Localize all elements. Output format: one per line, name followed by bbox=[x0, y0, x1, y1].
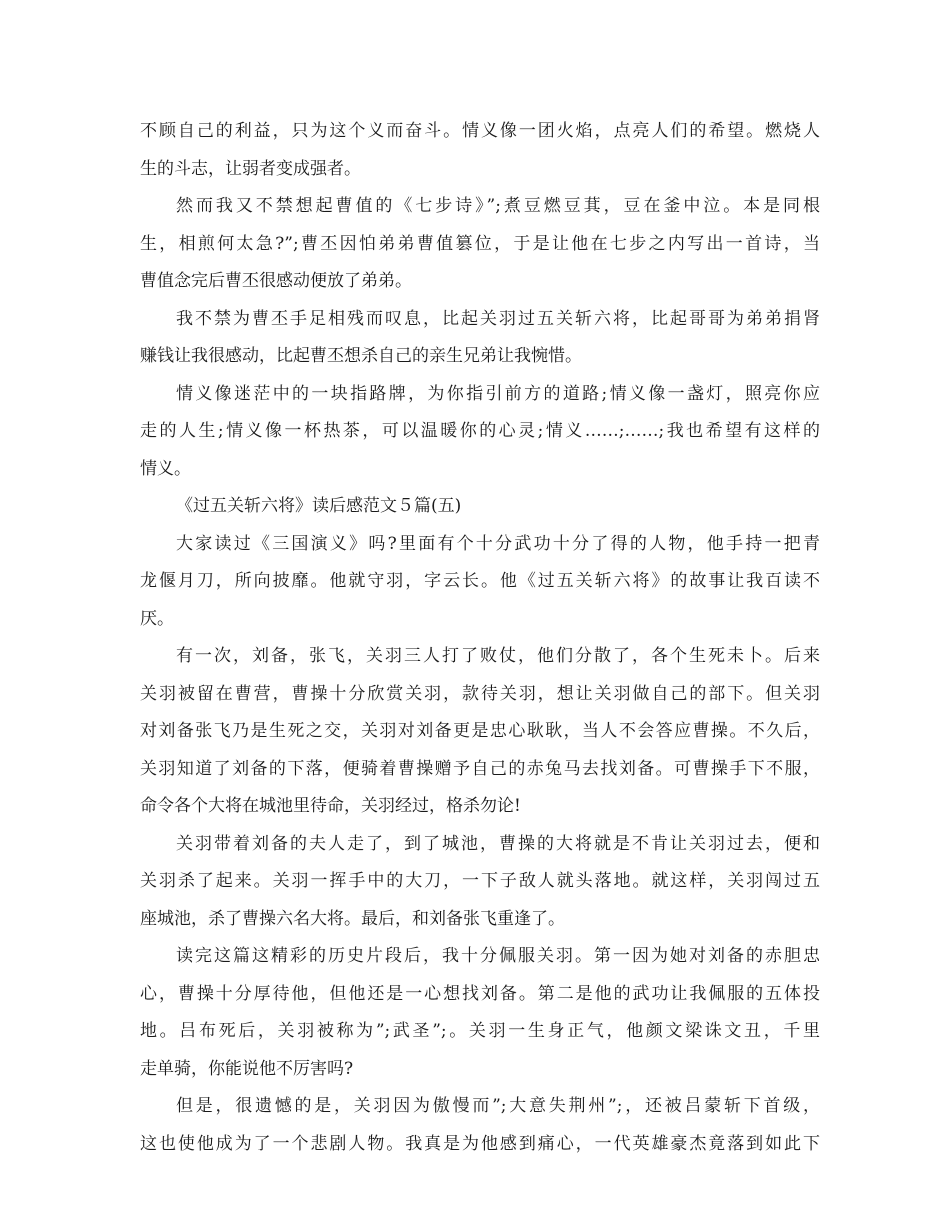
text-line: 这也使他成为了一个悲剧人物。我真是为他感到痛心，一代英雄豪杰竟落到如此下 bbox=[140, 1134, 820, 1154]
text-line: 走的人生;情义像一杯热茶，可以温暖你的心灵;情义……;……;我也希望有这样的 bbox=[140, 421, 820, 441]
text-line: 地。吕布死后，关羽被称为”;武圣”;。关羽一生身正气，他颜文梁诛文丑，千里 bbox=[140, 1021, 820, 1041]
text-line: 然而我又不禁想起曹值的《七步诗》”;煮豆燃豆萁，豆在釜中泣。本是同根 bbox=[176, 196, 820, 216]
text-line: 情义。 bbox=[140, 459, 191, 479]
text-line: 走单骑，你能说他不厉害吗? bbox=[140, 1059, 354, 1079]
text-line: 赚钱让我很感动，比起曹丕想杀自己的亲生兄弟让我惋惜。 bbox=[140, 346, 582, 366]
text-line: 情义像迷茫中的一块指路牌，为你指引前方的道路;情义像一盏灯，照亮你应 bbox=[176, 384, 820, 404]
text-line: 大家读过《三国演义》吗?里面有个十分武功十分了得的人物，他手持一把青 bbox=[176, 534, 820, 554]
text-line: 心，曹操十分厚待他，但他还是一心想找刘备。第二是他的武功让我佩服的五体投 bbox=[140, 984, 820, 1004]
text-line: 关羽杀了起来。关羽一挥手中的大刀，一下子敌人就头落地。就这样，关羽闯过五 bbox=[140, 871, 820, 891]
text-line: 关羽知道了刘备的下落，便骑着曹操赠予自己的赤兔马去找刘备。可曹操手下不服， bbox=[140, 759, 820, 779]
text-line: 但是，很遗憾的是，关羽因为傲慢而”;大意失荆州”;，还被吕蒙斩下首级， bbox=[176, 1096, 820, 1116]
text-line: 厌。 bbox=[140, 609, 174, 629]
text-line: 关羽被留在曹营，曹操十分欣赏关羽，款待关羽，想让关羽做自己的部下。但关羽 bbox=[140, 684, 820, 704]
text-line: 生的斗志，让弱者变成强者。 bbox=[140, 159, 361, 179]
text-line: 命令各个大将在城池里待命，关羽经过，格杀勿论! bbox=[140, 796, 521, 816]
section-heading: 《过五关斩六将》读后感范文５篇(五) bbox=[176, 496, 462, 516]
text-line: 不顾自己的利益，只为这个义而奋斗。情义像一团火焰，点亮人们的希望。燃烧人 bbox=[140, 121, 820, 141]
text-line: 关羽带着刘备的夫人走了，到了城池，曹操的大将就是不肯让关羽过去，便和 bbox=[176, 834, 820, 854]
text-line: 对刘备张飞乃是生死之交，关羽对刘备更是忠心耿耿，当人不会答应曹操。不久后， bbox=[140, 721, 820, 741]
text-line: 曹值念完后曹丕很感动便放了弟弟。 bbox=[140, 271, 412, 291]
text-line: 有一次，刘备，张飞，关羽三人打了败仗，他们分散了，各个生死未卜。后来 bbox=[176, 646, 820, 666]
text-line: 生，相煎何太急?”;曹丕因怕弟弟曹值篡位，于是让他在七步之内写出一首诗，当 bbox=[140, 234, 820, 254]
text-line: 读完这篇这精彩的历史片段后，我十分佩服关羽。第一因为她对刘备的赤胆忠 bbox=[176, 946, 820, 966]
text-line: 我不禁为曹丕手足相残而叹息，比起关羽过五关斩六将，比起哥哥为弟弟捐肾 bbox=[176, 309, 820, 329]
text-line: 座城池，杀了曹操六名大将。最后，和刘备张飞重逢了。 bbox=[140, 909, 565, 929]
text-line: 龙偃月刀，所向披靡。他就守羽，字云长。他《过五关斩六将》的故事让我百读不 bbox=[140, 571, 820, 591]
